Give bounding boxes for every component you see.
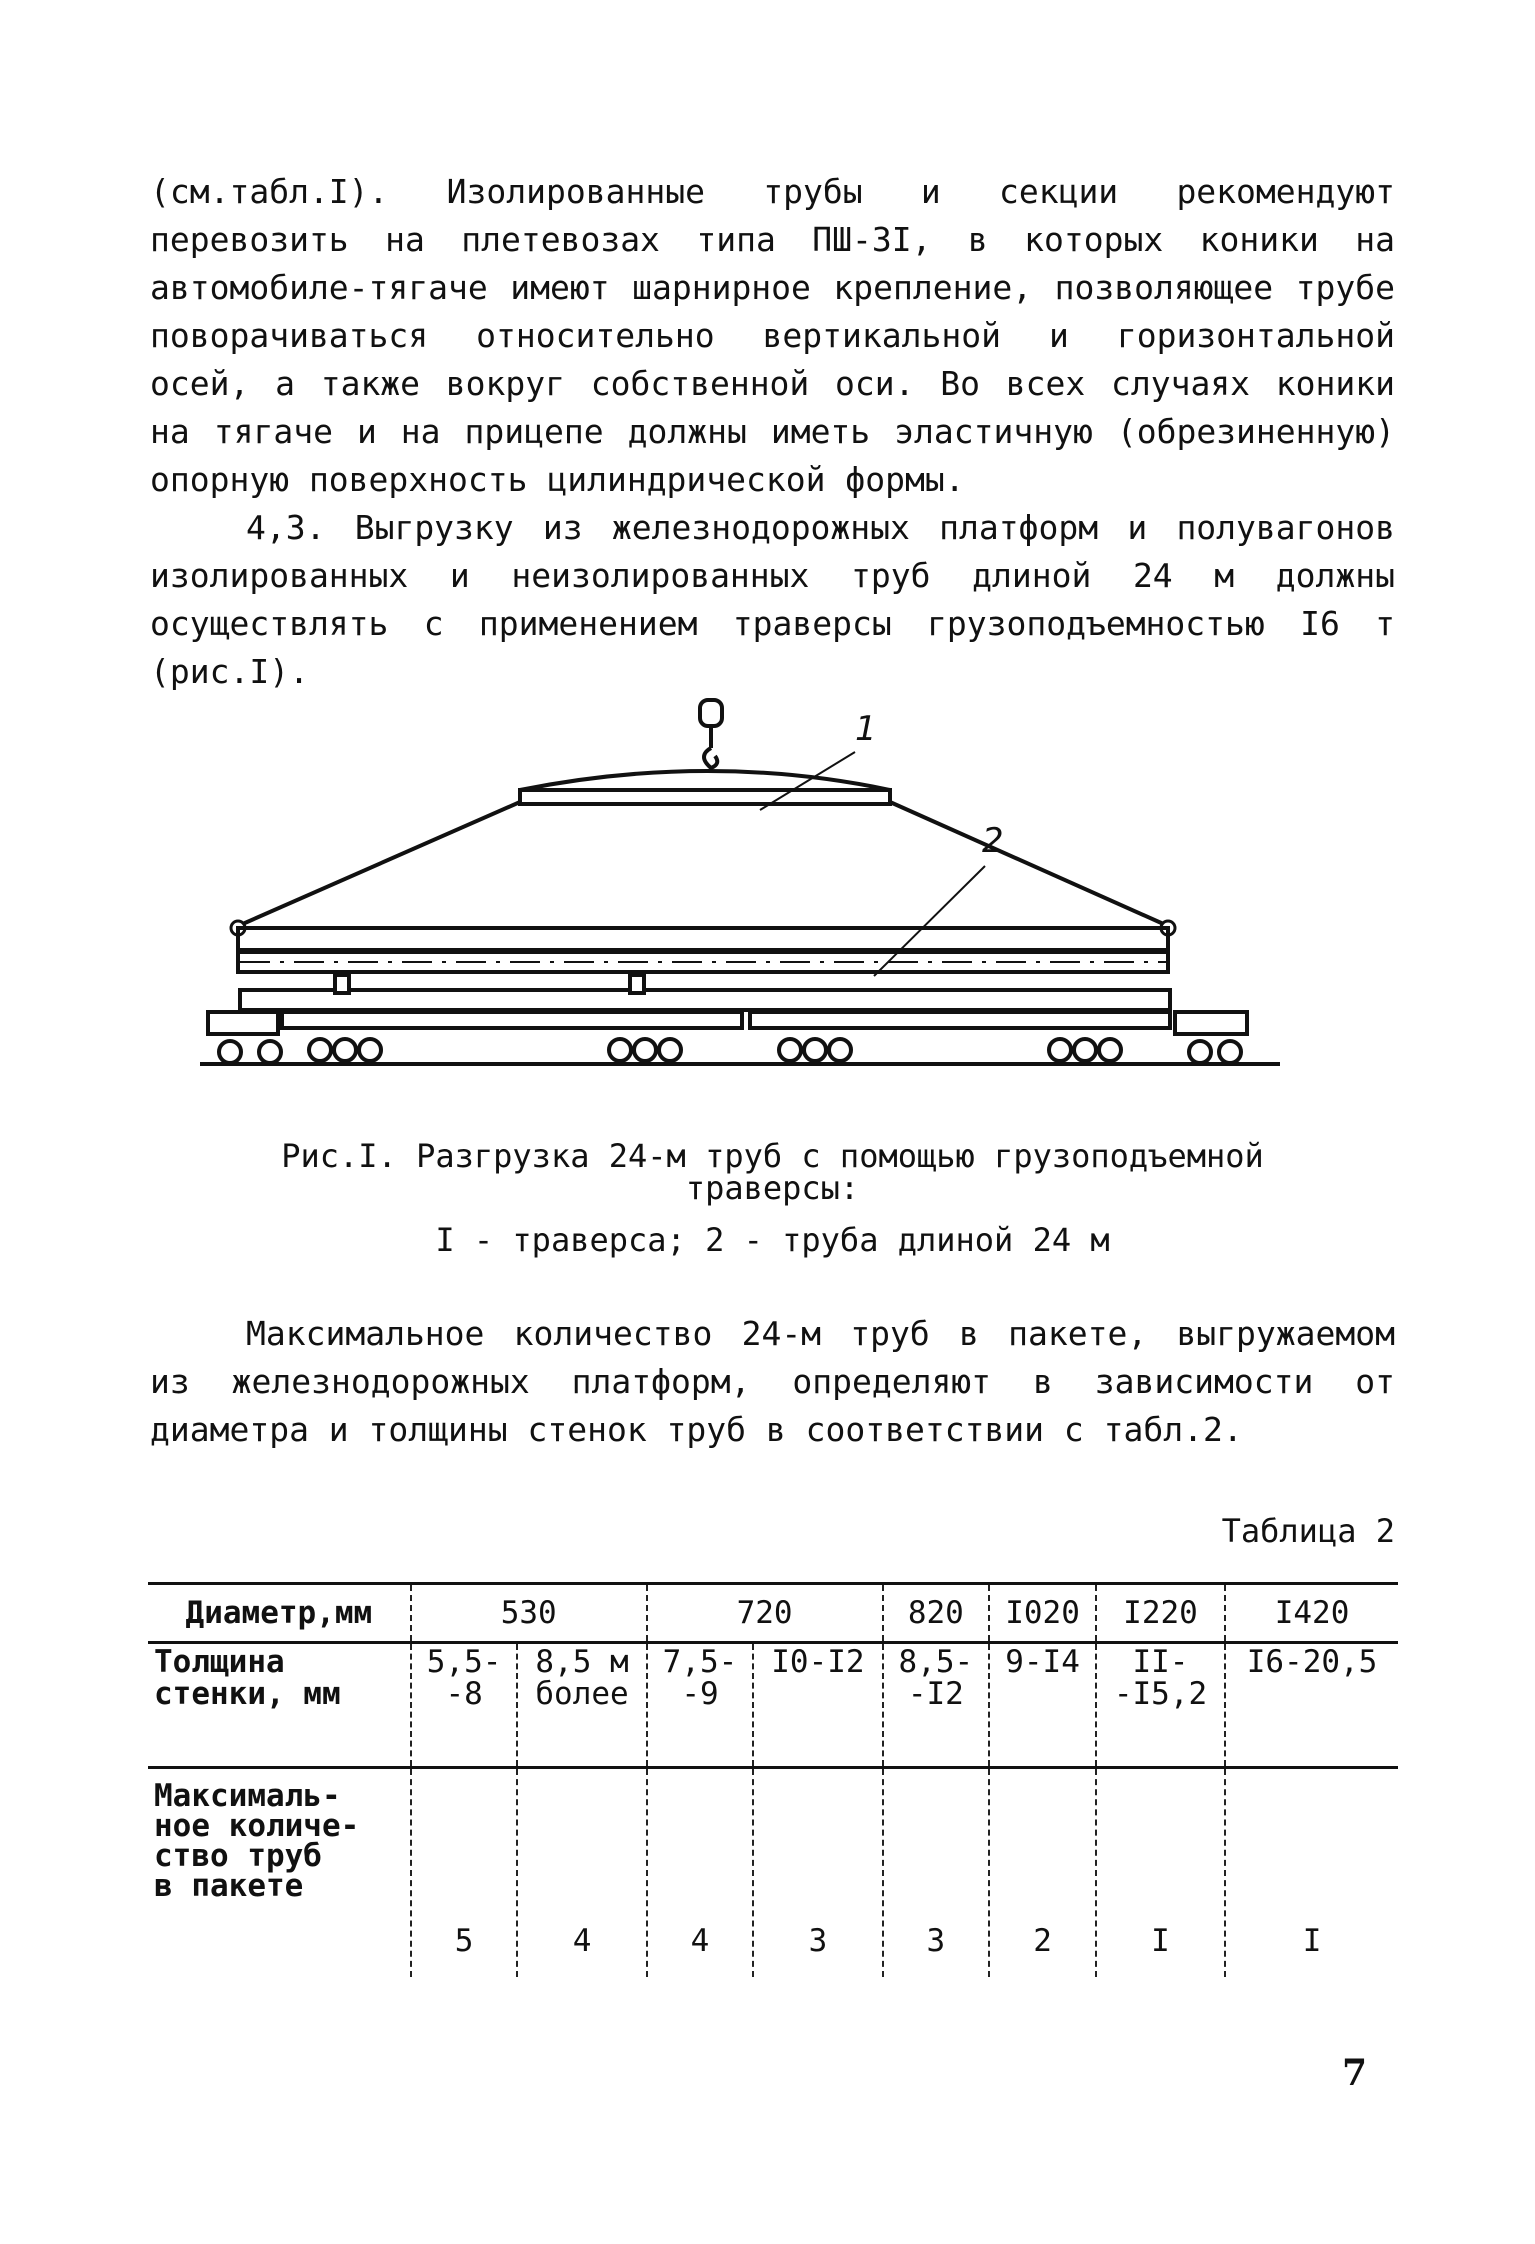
traverse-beam — [520, 790, 890, 804]
wall-cell: 8,5 м более — [517, 1643, 646, 1768]
crane-hook-icon — [700, 700, 722, 768]
table-title: Таблица 2 — [1221, 1512, 1395, 1550]
railway-platforms — [208, 1012, 1247, 1034]
diameter-cell: 720 — [647, 1584, 883, 1643]
count-cell: 3 — [883, 1768, 990, 1978]
count-cell: 2 — [989, 1768, 1096, 1978]
paragraph-max-count: Максимальное количество 24-м труб в пакете, выгружаемом из железнодорожных платформ, определяют в зависимости от диаметра и толщины стенок труб в соответствии с табл.2. — [150, 1314, 1395, 1449]
table-row-max-count — [148, 1768, 1398, 1978]
wall-cell: 8,5- -I2 — [883, 1643, 990, 1768]
wall-cell: II- -I5,2 — [1096, 1643, 1225, 1768]
count-cell: I — [1225, 1768, 1398, 1978]
figure-caption-line1: Рис.I. Разгрузка 24-м труб с помощью грузоподъемной — [281, 1137, 1264, 1175]
diameter-cell: 530 — [411, 1584, 647, 1643]
wheels — [219, 1039, 1241, 1063]
pipe-bundle — [238, 928, 1168, 972]
count-cell: 4 — [647, 1768, 754, 1978]
diameter-cell: I420 — [1225, 1584, 1398, 1643]
wall-cell: I0-I2 — [753, 1643, 882, 1768]
figure-caption-legend: I - траверса; 2 - труба длиной 24 м — [435, 1221, 1110, 1259]
table-row-wall-thickness — [148, 1643, 1398, 1768]
callout-2: 2 — [982, 821, 1004, 861]
wall-cell: 9-I4 — [989, 1643, 1096, 1768]
diameter-cell: 820 — [883, 1584, 990, 1643]
diameter-cell: I220 — [1096, 1584, 1225, 1643]
figure-caption-line2: траверсы: — [685, 1169, 860, 1207]
count-label: Максималь- ное количе- ство труб в пакете — [148, 1768, 411, 1978]
callout-1: 1 — [855, 709, 877, 749]
wall-label: Толщина стенки, мм — [154, 1644, 341, 1712]
count-cell: 3 — [753, 1768, 882, 1978]
count-cell: 5 — [411, 1768, 518, 1978]
diameter-cell: I020 — [989, 1584, 1096, 1643]
table-2 — [148, 1582, 1398, 1977]
wall-cell: 7,5- -9 — [647, 1643, 754, 1768]
paragraph-transport: (см.табл.I). Изолированные трубы и секции рекомендуют перевозить на плетевозах типа ПШ-3I, в которых коники на автомобиле-тягаче имеют шарнирное крепление, позволяющее трубе поворачиваться относительно вертикальной и горизонтальной осей, а также вокруг собственной оси. Во всех случаях коники на тягаче и на прицепе должны иметь эластичную (обрезиненную) опорную поверхность цилиндрической формы. — [150, 172, 1395, 499]
wall-cell: I6-20,5 — [1225, 1643, 1398, 1768]
diameter-label: Диаметр,мм — [148, 1584, 411, 1643]
wall-cell: 5,5- -8 — [411, 1643, 518, 1768]
figure-traverse-diagram — [200, 690, 1280, 1070]
count-cell: 4 — [517, 1768, 646, 1978]
table-row-diameter — [148, 1584, 1398, 1643]
paragraph-unloading: 4,3. Выгрузку из железнодорожных платформ и полувагонов изолированных и неизолированных труб длиной 24 м должны осуществлять с применением траверсы грузоподъемностью I6 т (рис.I). — [150, 508, 1395, 691]
count-cell: I — [1096, 1768, 1225, 1978]
page-number: 7 — [1341, 2052, 1367, 2094]
